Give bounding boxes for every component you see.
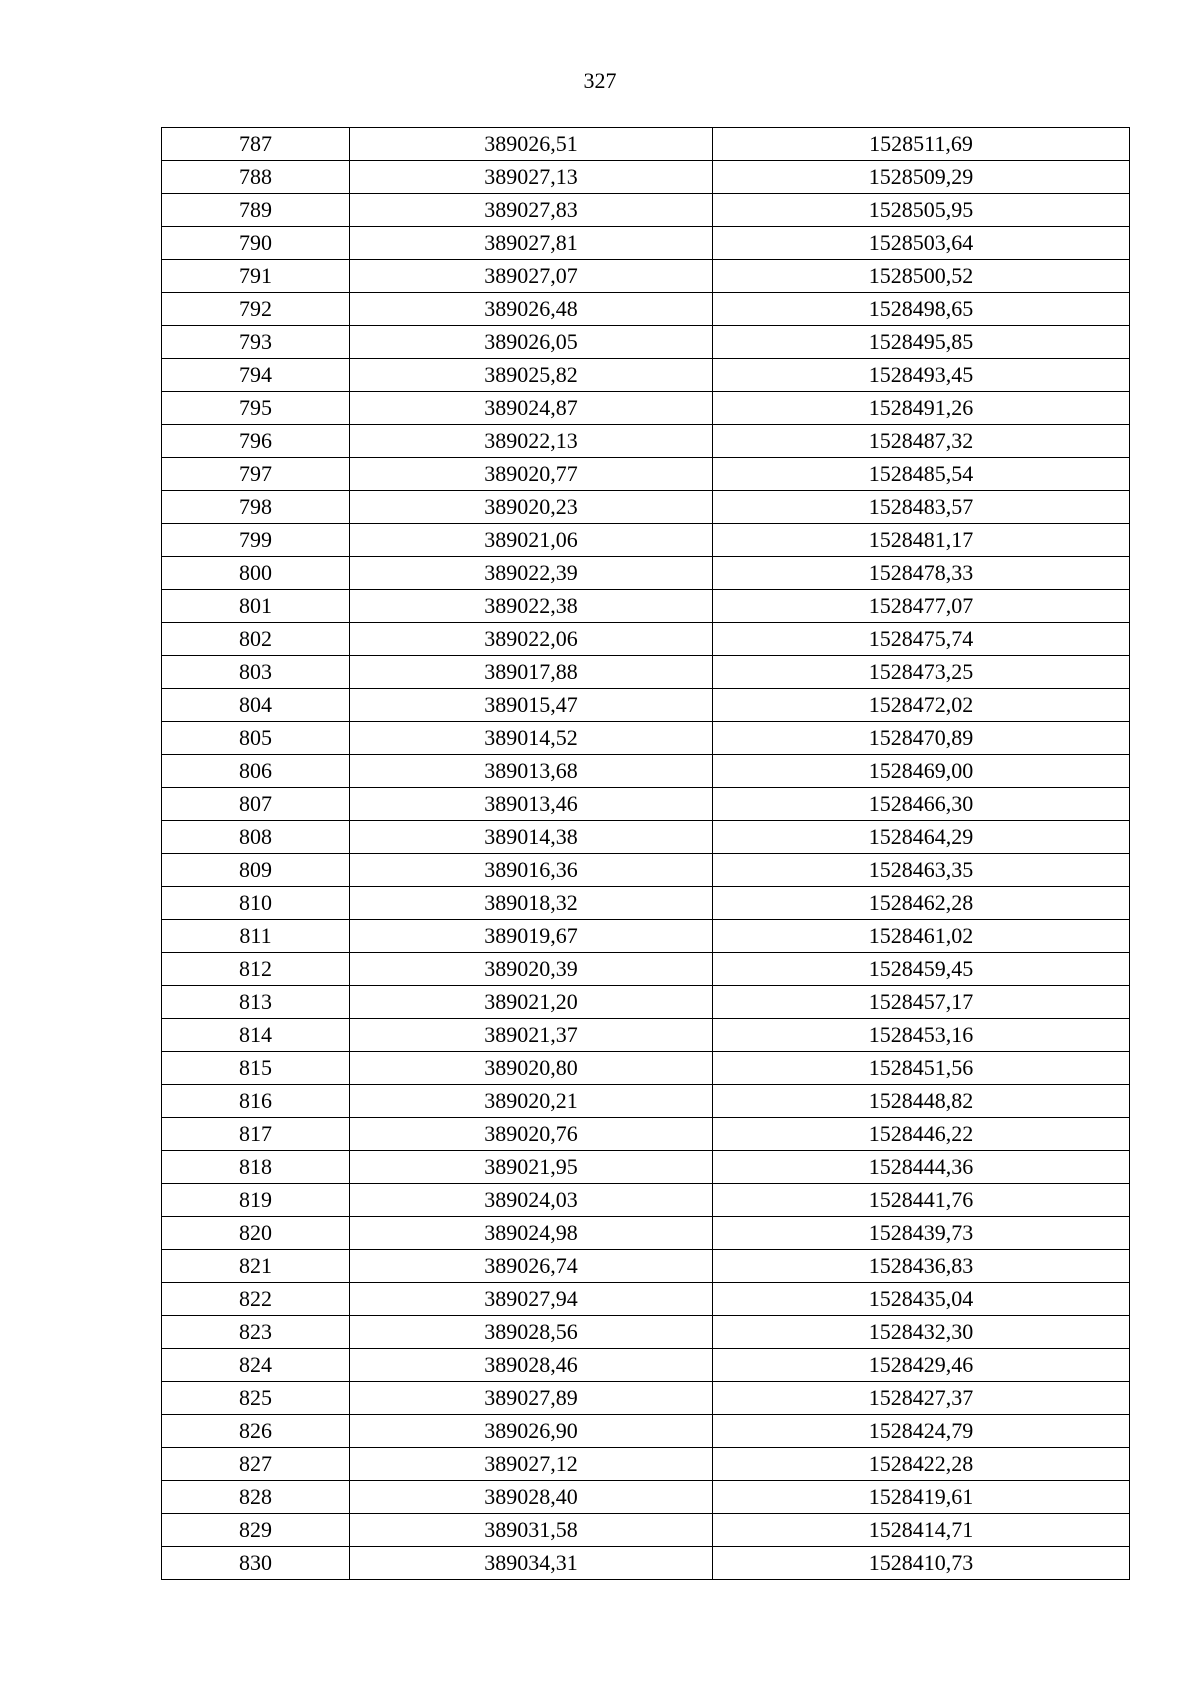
x-coordinate-cell: 389017,88 [350, 656, 713, 689]
x-coordinate-cell: 389021,95 [350, 1151, 713, 1184]
table-row [162, 326, 1130, 359]
point-number-cell: 796 [162, 425, 350, 458]
table-row [162, 1019, 1130, 1052]
table-row [162, 260, 1130, 293]
point-number-cell: 815 [162, 1052, 350, 1085]
y-coordinate-cell: 1528459,45 [713, 953, 1130, 986]
table-row [162, 1085, 1130, 1118]
y-coordinate-cell: 1528424,79 [713, 1415, 1130, 1448]
x-coordinate-cell: 389027,94 [350, 1283, 713, 1316]
point-number-cell: 829 [162, 1514, 350, 1547]
table-row [162, 524, 1130, 557]
x-coordinate-cell: 389028,46 [350, 1349, 713, 1382]
table-row [162, 1052, 1130, 1085]
table-row [162, 689, 1130, 722]
x-coordinate-cell: 389016,36 [350, 854, 713, 887]
table-row [162, 392, 1130, 425]
table-row [162, 590, 1130, 623]
y-coordinate-cell: 1528478,33 [713, 557, 1130, 590]
x-coordinate-cell: 389020,77 [350, 458, 713, 491]
x-coordinate-cell: 389022,06 [350, 623, 713, 656]
y-coordinate-cell: 1528470,89 [713, 722, 1130, 755]
point-number-cell: 822 [162, 1283, 350, 1316]
y-coordinate-cell: 1528495,85 [713, 326, 1130, 359]
x-coordinate-cell: 389020,76 [350, 1118, 713, 1151]
point-number-cell: 810 [162, 887, 350, 920]
table-row [162, 887, 1130, 920]
point-number-cell: 793 [162, 326, 350, 359]
y-coordinate-cell: 1528487,32 [713, 425, 1130, 458]
x-coordinate-cell: 389026,90 [350, 1415, 713, 1448]
table-row [162, 227, 1130, 260]
table-row [162, 1250, 1130, 1283]
point-number-cell: 808 [162, 821, 350, 854]
point-number-cell: 807 [162, 788, 350, 821]
point-number-cell: 788 [162, 161, 350, 194]
y-coordinate-cell: 1528422,28 [713, 1448, 1130, 1481]
point-number-cell: 824 [162, 1349, 350, 1382]
table-row [162, 854, 1130, 887]
point-number-cell: 819 [162, 1184, 350, 1217]
x-coordinate-cell: 389022,39 [350, 557, 713, 590]
y-coordinate-cell: 1528414,71 [713, 1514, 1130, 1547]
point-number-cell: 825 [162, 1382, 350, 1415]
y-coordinate-cell: 1528429,46 [713, 1349, 1130, 1382]
table-row [162, 920, 1130, 953]
y-coordinate-cell: 1528493,45 [713, 359, 1130, 392]
point-number-cell: 805 [162, 722, 350, 755]
y-coordinate-cell: 1528448,82 [713, 1085, 1130, 1118]
y-coordinate-cell: 1528441,76 [713, 1184, 1130, 1217]
table-row [162, 425, 1130, 458]
table-row [162, 1547, 1130, 1580]
y-coordinate-cell: 1528444,36 [713, 1151, 1130, 1184]
point-number-cell: 800 [162, 557, 350, 590]
y-coordinate-cell: 1528453,16 [713, 1019, 1130, 1052]
point-number-cell: 797 [162, 458, 350, 491]
x-coordinate-cell: 389022,13 [350, 425, 713, 458]
point-number-cell: 809 [162, 854, 350, 887]
point-number-cell: 814 [162, 1019, 350, 1052]
x-coordinate-cell: 389026,48 [350, 293, 713, 326]
table-row [162, 1382, 1130, 1415]
y-coordinate-cell: 1528463,35 [713, 854, 1130, 887]
table-row [162, 1151, 1130, 1184]
y-coordinate-cell: 1528477,07 [713, 590, 1130, 623]
point-number-cell: 813 [162, 986, 350, 1019]
table-row [162, 1118, 1130, 1151]
table-row [162, 1217, 1130, 1250]
table-row [162, 491, 1130, 524]
y-coordinate-cell: 1528457,17 [713, 986, 1130, 1019]
table-row [162, 722, 1130, 755]
x-coordinate-cell: 389027,89 [350, 1382, 713, 1415]
x-coordinate-cell: 389019,67 [350, 920, 713, 953]
x-coordinate-cell: 389027,83 [350, 194, 713, 227]
y-coordinate-cell: 1528432,30 [713, 1316, 1130, 1349]
table-row [162, 458, 1130, 491]
table-row [162, 821, 1130, 854]
x-coordinate-cell: 389027,07 [350, 260, 713, 293]
point-number-cell: 795 [162, 392, 350, 425]
x-coordinate-cell: 389028,40 [350, 1481, 713, 1514]
y-coordinate-cell: 1528446,22 [713, 1118, 1130, 1151]
x-coordinate-cell: 389013,46 [350, 788, 713, 821]
y-coordinate-cell: 1528439,73 [713, 1217, 1130, 1250]
point-number-cell: 820 [162, 1217, 350, 1250]
table-row [162, 1184, 1130, 1217]
x-coordinate-cell: 389026,05 [350, 326, 713, 359]
point-number-cell: 803 [162, 656, 350, 689]
x-coordinate-cell: 389021,06 [350, 524, 713, 557]
x-coordinate-cell: 389026,51 [350, 128, 713, 161]
point-number-cell: 802 [162, 623, 350, 656]
point-number-cell: 787 [162, 128, 350, 161]
point-number-cell: 817 [162, 1118, 350, 1151]
y-coordinate-cell: 1528475,74 [713, 623, 1130, 656]
x-coordinate-cell: 389031,58 [350, 1514, 713, 1547]
table-row [162, 128, 1130, 161]
point-number-cell: 799 [162, 524, 350, 557]
x-coordinate-cell: 389034,31 [350, 1547, 713, 1580]
x-coordinate-cell: 389020,23 [350, 491, 713, 524]
point-number-cell: 826 [162, 1415, 350, 1448]
x-coordinate-cell: 389014,52 [350, 722, 713, 755]
y-coordinate-cell: 1528435,04 [713, 1283, 1130, 1316]
x-coordinate-cell: 389020,80 [350, 1052, 713, 1085]
point-number-cell: 798 [162, 491, 350, 524]
x-coordinate-cell: 389027,12 [350, 1448, 713, 1481]
point-number-cell: 806 [162, 755, 350, 788]
y-coordinate-cell: 1528466,30 [713, 788, 1130, 821]
y-coordinate-cell: 1528503,64 [713, 227, 1130, 260]
y-coordinate-cell: 1528427,37 [713, 1382, 1130, 1415]
x-coordinate-cell: 389018,32 [350, 887, 713, 920]
y-coordinate-cell: 1528500,52 [713, 260, 1130, 293]
x-coordinate-cell: 389015,47 [350, 689, 713, 722]
y-coordinate-cell: 1528511,69 [713, 128, 1130, 161]
table-row [162, 557, 1130, 590]
y-coordinate-cell: 1528509,29 [713, 161, 1130, 194]
point-number-cell: 821 [162, 1250, 350, 1283]
x-coordinate-cell: 389020,39 [350, 953, 713, 986]
y-coordinate-cell: 1528436,83 [713, 1250, 1130, 1283]
x-coordinate-cell: 389025,82 [350, 359, 713, 392]
point-number-cell: 791 [162, 260, 350, 293]
table-row [162, 293, 1130, 326]
y-coordinate-cell: 1528419,61 [713, 1481, 1130, 1514]
page-number: 327 [583, 68, 617, 93]
point-number-cell: 790 [162, 227, 350, 260]
table-row [162, 788, 1130, 821]
x-coordinate-cell: 389021,37 [350, 1019, 713, 1052]
table-row [162, 1415, 1130, 1448]
y-coordinate-cell: 1528451,56 [713, 1052, 1130, 1085]
x-coordinate-cell: 389013,68 [350, 755, 713, 788]
table-row [162, 1316, 1130, 1349]
x-coordinate-cell: 389027,13 [350, 161, 713, 194]
y-coordinate-cell: 1528469,00 [713, 755, 1130, 788]
y-coordinate-cell: 1528491,26 [713, 392, 1130, 425]
x-coordinate-cell: 389022,38 [350, 590, 713, 623]
coordinates-table-body [162, 128, 1130, 1580]
point-number-cell: 811 [162, 920, 350, 953]
y-coordinate-cell: 1528498,65 [713, 293, 1130, 326]
table-row [162, 1481, 1130, 1514]
x-coordinate-cell: 389027,81 [350, 227, 713, 260]
y-coordinate-cell: 1528505,95 [713, 194, 1130, 227]
x-coordinate-cell: 389014,38 [350, 821, 713, 854]
point-number-cell: 812 [162, 953, 350, 986]
coordinates-table [161, 127, 1130, 1580]
x-coordinate-cell: 389024,03 [350, 1184, 713, 1217]
point-number-cell: 830 [162, 1547, 350, 1580]
table-row [162, 953, 1130, 986]
y-coordinate-cell: 1528483,57 [713, 491, 1130, 524]
point-number-cell: 823 [162, 1316, 350, 1349]
table-row [162, 755, 1130, 788]
y-coordinate-cell: 1528485,54 [713, 458, 1130, 491]
point-number-cell: 794 [162, 359, 350, 392]
point-number-cell: 789 [162, 194, 350, 227]
x-coordinate-cell: 389021,20 [350, 986, 713, 1019]
x-coordinate-cell: 389028,56 [350, 1316, 713, 1349]
table-row [162, 656, 1130, 689]
x-coordinate-cell: 389024,87 [350, 392, 713, 425]
table-row [162, 359, 1130, 392]
y-coordinate-cell: 1528464,29 [713, 821, 1130, 854]
y-coordinate-cell: 1528462,28 [713, 887, 1130, 920]
y-coordinate-cell: 1528473,25 [713, 656, 1130, 689]
table-row [162, 1349, 1130, 1382]
y-coordinate-cell: 1528410,73 [713, 1547, 1130, 1580]
point-number-cell: 804 [162, 689, 350, 722]
table-row [162, 1283, 1130, 1316]
point-number-cell: 818 [162, 1151, 350, 1184]
y-coordinate-cell: 1528481,17 [713, 524, 1130, 557]
y-coordinate-cell: 1528461,02 [713, 920, 1130, 953]
x-coordinate-cell: 389020,21 [350, 1085, 713, 1118]
table-row [162, 161, 1130, 194]
point-number-cell: 792 [162, 293, 350, 326]
table-row [162, 986, 1130, 1019]
point-number-cell: 816 [162, 1085, 350, 1118]
x-coordinate-cell: 389026,74 [350, 1250, 713, 1283]
y-coordinate-cell: 1528472,02 [713, 689, 1130, 722]
point-number-cell: 801 [162, 590, 350, 623]
table-row [162, 1448, 1130, 1481]
table-row [162, 194, 1130, 227]
table-row [162, 1514, 1130, 1547]
table-row [162, 623, 1130, 656]
x-coordinate-cell: 389024,98 [350, 1217, 713, 1250]
point-number-cell: 827 [162, 1448, 350, 1481]
point-number-cell: 828 [162, 1481, 350, 1514]
